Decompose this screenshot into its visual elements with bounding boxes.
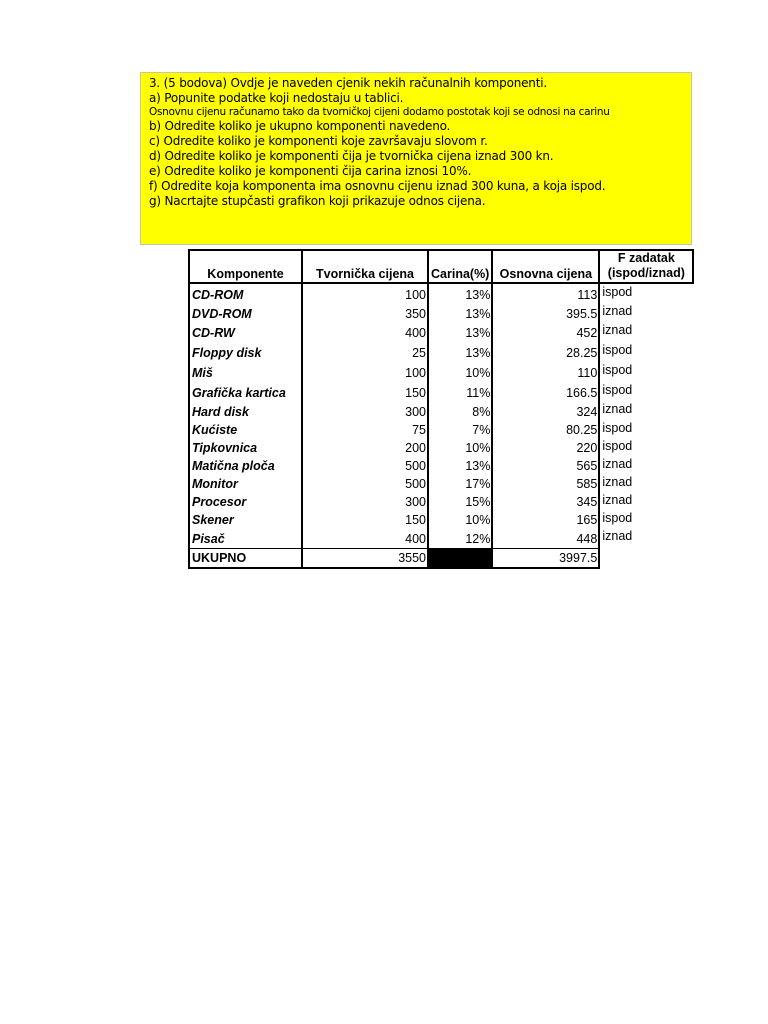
component-name-cell[interactable]: Pisač — [189, 529, 302, 549]
header-f-task[interactable] — [599, 250, 693, 283]
base-price-cell[interactable]: 166.5 — [492, 383, 599, 402]
task-title: 3. (5 bodova) Ovdje je naveden cjenik nekih računalnih komponenti. — [149, 76, 547, 90]
table-header-row — [189, 250, 693, 283]
component-name-cell[interactable]: Hard disk — [189, 402, 302, 421]
component-name-cell[interactable]: Kućiste — [189, 421, 302, 439]
header-factory-price[interactable]: Tvornička cijena — [302, 250, 428, 283]
table-row — [189, 493, 693, 511]
f-task-cell[interactable]: ispod — [602, 285, 633, 299]
factory-price-cell[interactable]: 500 — [302, 457, 428, 475]
table-row — [189, 323, 693, 343]
total-base-price[interactable]: 3997.5 — [492, 549, 599, 569]
f-task-cell[interactable]: ispod — [602, 439, 633, 453]
component-name-cell[interactable]: Matična ploča — [189, 457, 302, 475]
task-instructions — [140, 72, 692, 245]
base-price-cell[interactable]: 395.5 — [492, 304, 599, 323]
task-item-a: a) Popunite podatke koji nedostaju u tablici. — [149, 91, 404, 105]
table-row — [189, 511, 693, 529]
duty-cell[interactable]: 10% — [428, 363, 492, 383]
task-item-e: e) Odredite koliko je komponenti čija carina iznosi 10%. — [149, 164, 472, 178]
base-price-cell[interactable]: 448 — [492, 529, 599, 549]
base-price-cell[interactable]: 110 — [492, 363, 599, 383]
base-price-cell[interactable]: 165 — [492, 511, 599, 529]
table-row — [189, 421, 693, 439]
base-price-cell[interactable]: 565 — [492, 457, 599, 475]
base-price-cell[interactable]: 220 — [492, 439, 599, 457]
total-row — [189, 549, 693, 569]
f-task-cell[interactable]: ispod — [602, 343, 633, 357]
total-duty-blocked — [428, 549, 492, 569]
f-task-cell[interactable]: iznad — [602, 402, 633, 416]
total-label[interactable]: UKUPNO — [189, 549, 302, 569]
header-base-price[interactable]: Osnovna cijena — [492, 250, 599, 283]
base-price-cell[interactable]: 80.25 — [492, 421, 599, 439]
base-price-cell[interactable]: 345 — [492, 493, 599, 511]
duty-cell[interactable]: 13% — [428, 304, 492, 323]
task-item-c: c) Odredite koliko je komponenti koje završavaju slovom r. — [149, 134, 488, 148]
total-factory-price[interactable]: 3550 — [302, 549, 428, 569]
factory-price-cell[interactable]: 150 — [302, 383, 428, 402]
f-task-cell[interactable]: ispod — [602, 421, 633, 435]
table-row — [189, 475, 693, 493]
table-row — [189, 343, 693, 363]
factory-price-cell[interactable]: 300 — [302, 493, 428, 511]
f-task-cell[interactable]: iznad — [602, 323, 633, 337]
component-name-cell[interactable]: Miš — [189, 363, 302, 383]
total-f-empty — [599, 549, 693, 569]
task-note: Osnovnu cijenu računamo tako da tvorničkoj cijeni dodamo postotak koji se odnosi na carinu — [149, 106, 610, 118]
duty-cell[interactable]: 17% — [428, 475, 492, 493]
component-name-cell[interactable]: Skener — [189, 511, 302, 529]
factory-price-cell[interactable]: 75 — [302, 421, 428, 439]
base-price-cell[interactable]: 324 — [492, 402, 599, 421]
task-item-f: f) Odredite koja komponenta ima osnovnu cijenu iznad 300 kuna, a koja ispod. — [149, 179, 606, 193]
f-task-cell[interactable]: iznad — [602, 475, 633, 489]
table-row — [189, 439, 693, 457]
header-duty[interactable]: Carina(%) — [428, 250, 492, 283]
f-task-cell[interactable]: ispod — [602, 511, 633, 525]
factory-price-cell[interactable]: 400 — [302, 323, 428, 343]
duty-cell[interactable]: 8% — [428, 402, 492, 421]
base-price-cell[interactable]: 113 — [492, 283, 599, 304]
f-task-cell[interactable]: iznad — [602, 529, 633, 543]
table-row — [189, 304, 693, 323]
duty-cell[interactable]: 11% — [428, 383, 492, 402]
factory-price-cell[interactable]: 100 — [302, 363, 428, 383]
factory-price-cell[interactable]: 300 — [302, 402, 428, 421]
factory-price-cell[interactable]: 400 — [302, 529, 428, 549]
base-price-cell[interactable]: 585 — [492, 475, 599, 493]
factory-price-cell[interactable]: 500 — [302, 475, 428, 493]
task-item-g: g) Nacrtajte stupčasti grafikon koji prikazuje odnos cijena. — [149, 194, 486, 208]
task-item-d: d) Odredite koliko je komponenti čija je tvornička cijena iznad 300 kn. — [149, 149, 554, 163]
f-task-cell[interactable]: ispod — [602, 363, 633, 377]
price-table — [188, 249, 694, 569]
component-name-cell[interactable]: Grafička kartica — [189, 383, 302, 402]
table-body — [189, 283, 693, 549]
component-name-cell[interactable]: Monitor — [189, 475, 302, 493]
duty-cell[interactable]: 15% — [428, 493, 492, 511]
table-row — [189, 457, 693, 475]
component-name-cell[interactable]: CD-ROM — [189, 283, 302, 304]
duty-cell[interactable]: 12% — [428, 529, 492, 549]
header-f-task-line1: F zadatak — [617, 251, 675, 265]
f-task-cell[interactable]: iznad — [602, 304, 633, 318]
header-components[interactable]: Komponente — [189, 250, 302, 283]
base-price-cell[interactable]: 452 — [492, 323, 599, 343]
duty-cell[interactable]: 10% — [428, 439, 492, 457]
table-row — [189, 383, 693, 402]
factory-price-cell[interactable]: 25 — [302, 343, 428, 363]
component-name-cell[interactable]: Floppy disk — [189, 343, 302, 363]
table-row — [189, 363, 693, 383]
header-f-task-line2: (ispod/iznad) — [607, 266, 685, 280]
factory-price-cell[interactable]: 200 — [302, 439, 428, 457]
base-price-cell[interactable]: 28.25 — [492, 343, 599, 363]
table-row — [189, 402, 693, 421]
f-task-cell[interactable]: ispod — [602, 383, 633, 397]
factory-price-cell[interactable]: 350 — [302, 304, 428, 323]
table-row — [189, 283, 693, 304]
f-task-cell[interactable]: iznad — [602, 457, 633, 471]
duty-cell[interactable]: 7% — [428, 421, 492, 439]
factory-price-cell[interactable]: 100 — [302, 283, 428, 304]
component-name-cell[interactable]: Tipkovnica — [189, 439, 302, 457]
table-row — [189, 529, 693, 549]
duty-cell[interactable]: 13% — [428, 283, 492, 304]
component-name-cell[interactable]: DVD-ROM — [189, 304, 302, 323]
duty-cell[interactable]: 13% — [428, 343, 492, 363]
component-name-cell[interactable]: CD-RW — [189, 323, 302, 343]
duty-cell[interactable]: 13% — [428, 457, 492, 475]
duty-cell[interactable]: 10% — [428, 511, 492, 529]
duty-cell[interactable]: 13% — [428, 323, 492, 343]
f-task-cell[interactable]: iznad — [602, 493, 633, 507]
factory-price-cell[interactable]: 150 — [302, 511, 428, 529]
task-item-b: b) Odredite koliko je ukupno komponenti navedeno. — [149, 119, 451, 133]
component-name-cell[interactable]: Procesor — [189, 493, 302, 511]
